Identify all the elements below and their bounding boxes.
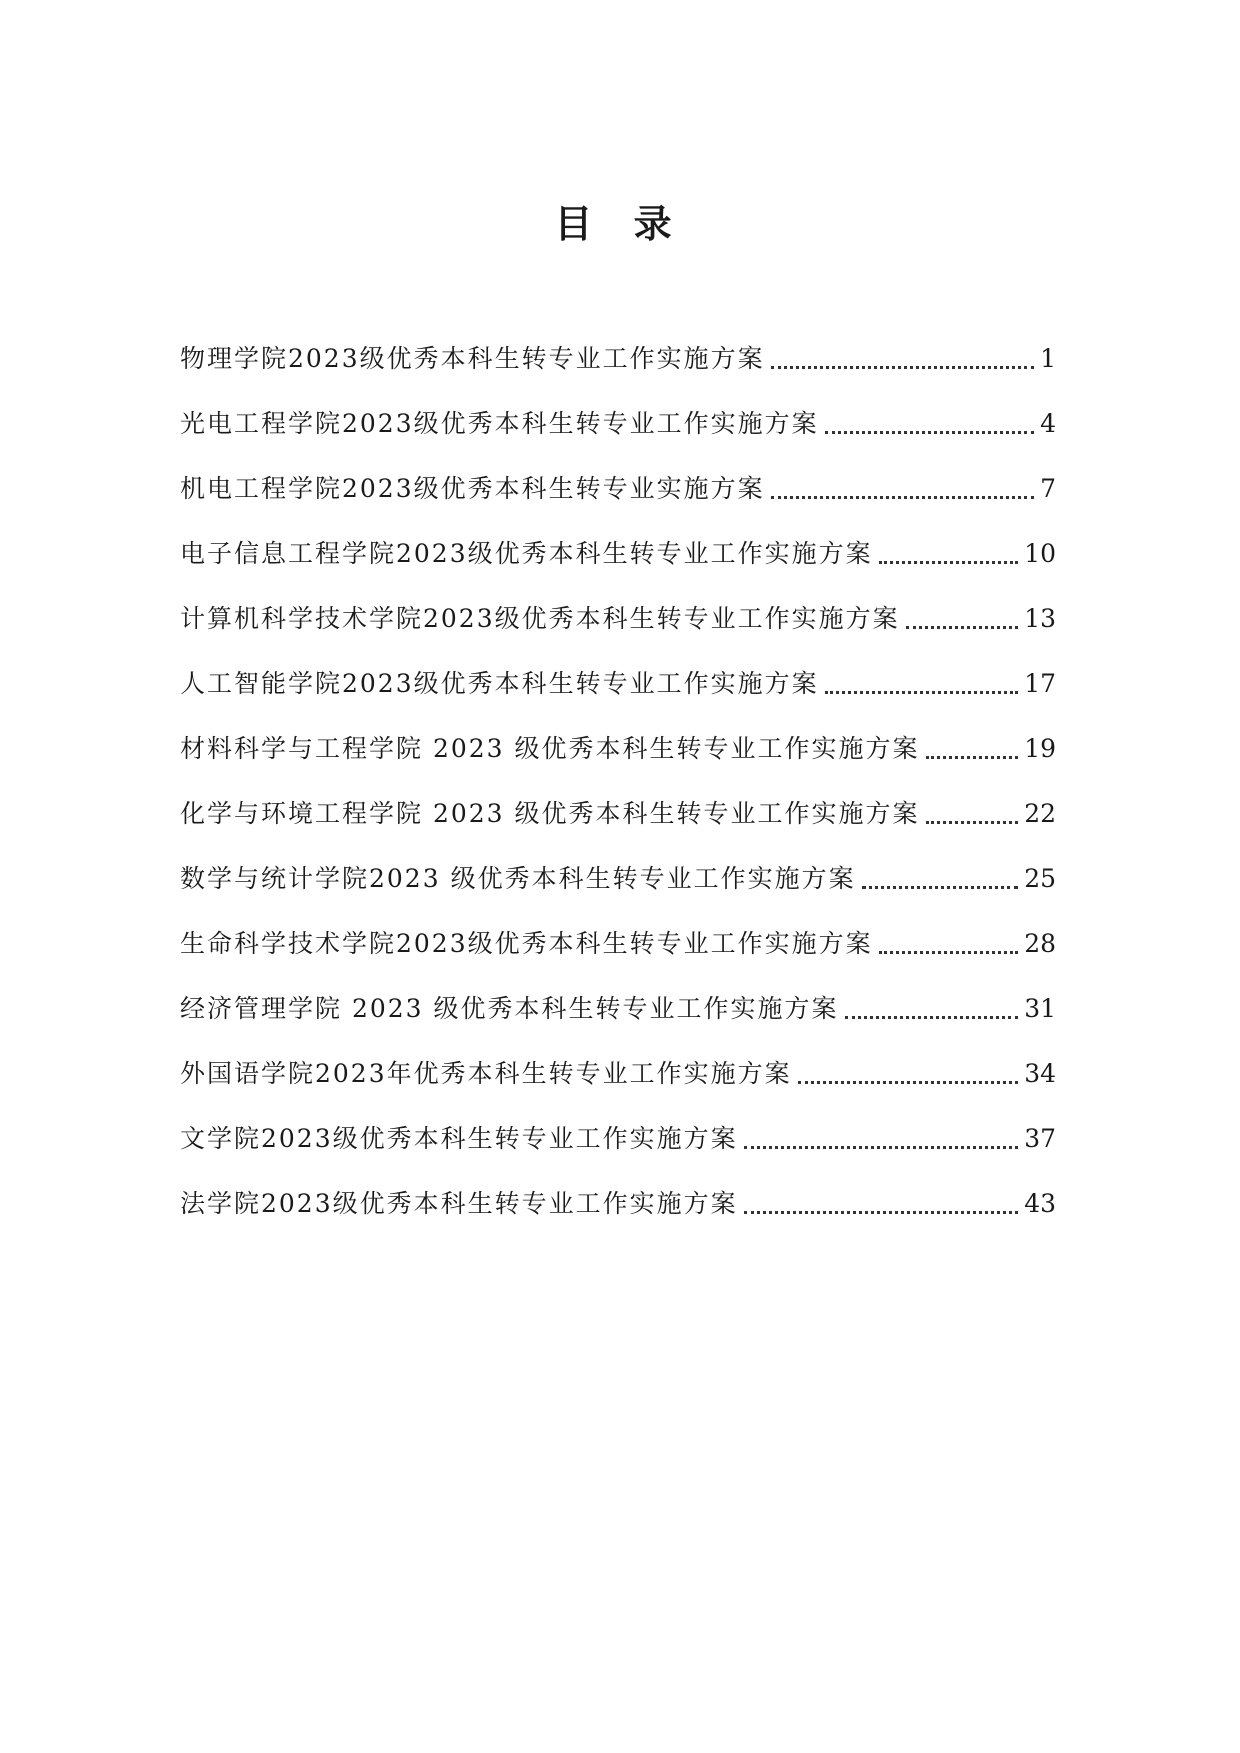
toc-entry-label: 数学与统计学院2023 级优秀本科生转专业工作实施方案 — [180, 864, 856, 893]
toc-entry[interactable] — [180, 899, 1056, 964]
toc-entry-label: 材料科学与工程学院 2023 级优秀本科生转专业工作实施方案 — [180, 734, 920, 763]
toc-title: 目 录 — [554, 202, 686, 246]
toc-entry-label: 法学院2023级优秀本科生转专业工作实施方案 — [180, 1189, 738, 1218]
toc-list — [180, 314, 1056, 1224]
toc-entry-label: 文学院2023级优秀本科生转专业工作实施方案 — [180, 1124, 738, 1153]
toc-entry[interactable] — [180, 1029, 1056, 1094]
toc-entry-label: 物理学院2023级优秀本科生转专业工作实施方案 — [180, 344, 765, 373]
toc-entry-label: 计算机科学技术学院2023级优秀本科生转专业工作实施方案 — [180, 604, 900, 633]
toc-entry-page: 17 — [1024, 669, 1056, 698]
toc-entry-label: 外国语学院2023年优秀本科生转专业工作实施方案 — [180, 1059, 792, 1088]
toc-leader-dots — [798, 1081, 1019, 1084]
toc-entry-page: 13 — [1024, 604, 1056, 633]
toc-leader-dots — [879, 561, 1019, 564]
toc-entry-label: 生命科学技术学院2023级优秀本科生转专业工作实施方案 — [180, 929, 873, 958]
toc-entry-page: 1 — [1040, 344, 1056, 373]
toc-entry[interactable] — [180, 314, 1056, 379]
toc-leader-dots — [845, 1016, 1019, 1019]
toc-entry[interactable] — [180, 379, 1056, 444]
toc-entry[interactable] — [180, 639, 1056, 704]
toc-entry[interactable] — [180, 834, 1056, 899]
toc-entry-label: 人工智能学院2023级优秀本科生转专业工作实施方案 — [180, 669, 819, 698]
toc-entry-page: 22 — [1024, 799, 1056, 828]
toc-leader-dots — [906, 626, 1019, 629]
toc-entry-page: 10 — [1024, 539, 1056, 568]
toc-entry[interactable] — [180, 704, 1056, 769]
toc-leader-dots — [771, 366, 1034, 369]
toc-entry[interactable] — [180, 1159, 1056, 1224]
toc-entry[interactable] — [180, 509, 1056, 574]
toc-entry-label: 机电工程学院2023级优秀本科生转专业实施方案 — [180, 474, 765, 503]
toc-entry[interactable] — [180, 574, 1056, 639]
toc-entry[interactable] — [180, 1094, 1056, 1159]
toc-entry-label: 电子信息工程学院2023级优秀本科生转专业工作实施方案 — [180, 539, 873, 568]
toc-entry-page: 4 — [1040, 409, 1056, 438]
toc-leader-dots — [926, 821, 1019, 824]
toc-leader-dots — [744, 1211, 1019, 1214]
toc-leader-dots — [862, 886, 1019, 889]
toc-entry[interactable] — [180, 444, 1056, 509]
toc-entry-page: 28 — [1024, 929, 1056, 958]
toc-entry-page: 19 — [1024, 734, 1056, 763]
toc-leader-dots — [744, 1146, 1019, 1149]
toc-entry-label: 光电工程学院2023级优秀本科生转专业工作实施方案 — [180, 409, 819, 438]
toc-entry[interactable] — [180, 769, 1056, 834]
toc-entry-page: 31 — [1024, 994, 1056, 1023]
toc-leader-dots — [825, 691, 1019, 694]
toc-leader-dots — [825, 431, 1034, 434]
toc-entry-page: 43 — [1024, 1189, 1056, 1218]
toc-leader-dots — [926, 756, 1019, 759]
toc-leader-dots — [771, 496, 1034, 499]
toc-entry-label: 经济管理学院 2023 级优秀本科生转专业工作实施方案 — [180, 994, 839, 1023]
toc-entry-page: 37 — [1024, 1124, 1056, 1153]
toc-entry[interactable] — [180, 964, 1056, 1029]
toc-entry-page: 34 — [1024, 1059, 1056, 1088]
toc-leader-dots — [879, 951, 1019, 954]
toc-entry-label: 化学与环境工程学院 2023 级优秀本科生转专业工作实施方案 — [180, 799, 920, 828]
toc-entry-page: 7 — [1040, 474, 1056, 503]
toc-entry-page: 25 — [1024, 864, 1056, 893]
